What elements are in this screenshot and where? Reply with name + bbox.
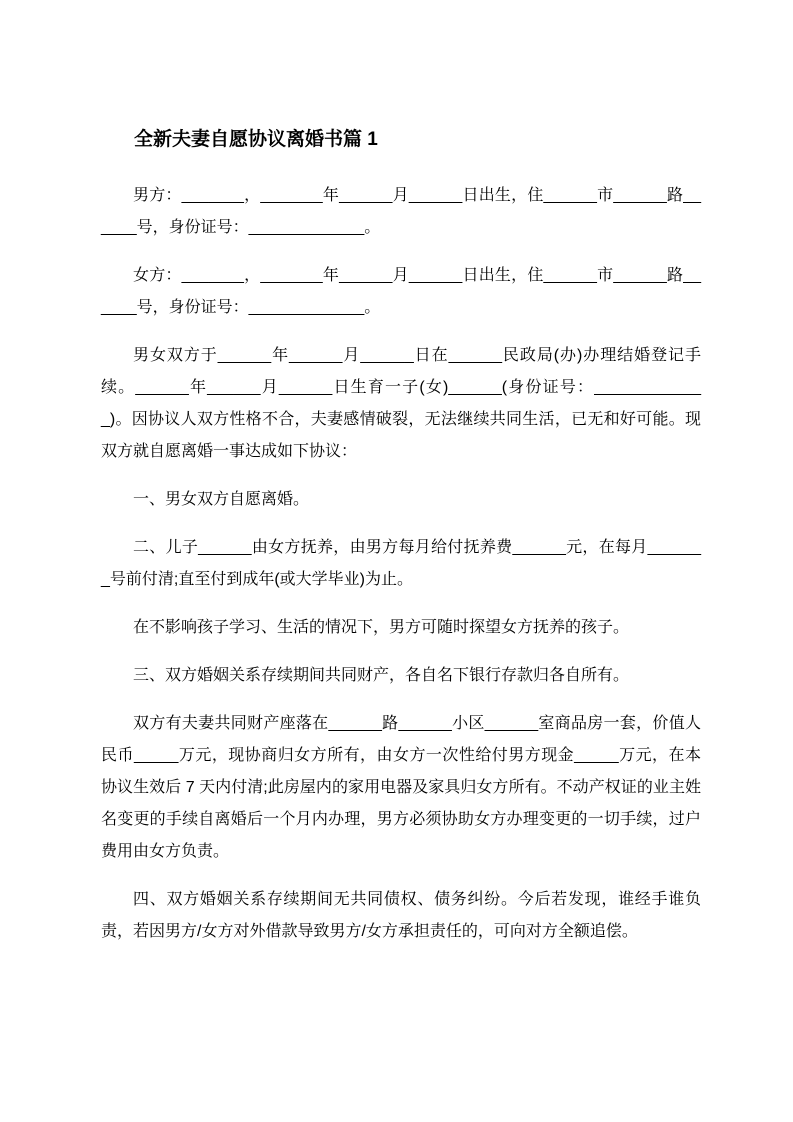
paragraph-visitation-rights: 在不影响孩子学习、生活的情况下，男方可随时探望女方抚养的孩子。 bbox=[133, 619, 630, 636]
clause-3-joint-property-bank-deposits: 三、双方婚姻关系存续期间共同财产，各自名下银行存款归各自所有。 bbox=[133, 667, 630, 684]
paragraph-male-party-info: 男方：_______，_______年______月______日出生，住______市______路______号，身份证号：_____________。 bbox=[101, 187, 701, 236]
clause-2-child-custody-support: 二、儿子______由女方抚养，由男方每月给付抚养费______元，在每月_______号前付清;直至付到成年(或大学毕业)为止。 bbox=[101, 539, 701, 588]
document-title: 全新夫妻自愿协议离婚书篇 1 bbox=[134, 129, 378, 150]
paragraph-female-party-info: 女方：_______，_______年______月______日出生，住______市______路______号，身份证号：_____________。 bbox=[101, 267, 701, 316]
clause-4-debts-and-claims: 四、双方婚姻关系存续期间无共同债权、债务纠纷。今后若发现，谁经手谁负责，若因男方/女方对外借款导致男方/女方承担责任的，可向对方全额追偿。 bbox=[101, 891, 701, 940]
paragraph-house-property-division: 双方有夫妻共同财产座落在______路______小区______室商品房一套，价值人民币_____万元，现协商归女方所有，由女方一次性给付男方现金_____万元，在本协议生效后 7 天内付清;此房屋内的家用电器及家具归女方所有。不动产权证的业主姓名变更的手续自离婚后一个月内办理，男方必须协助女方办理变更的一切手续，过户费用由女方负责。 bbox=[101, 715, 701, 860]
clause-1-voluntary-divorce: 一、男女双方自愿离婚。 bbox=[133, 491, 310, 508]
paragraph-marriage-registration-preamble: 男女双方于______年______月______日在______民政局(办)办理结婚登记手续。______年______月______日生育一子(女)______(身份证号：_____________)。因协议人双方性格不合，夫妻感情破裂，无法继续共同生活，已无和好可能。现双方就自愿离婚一事达成如下协议： bbox=[101, 347, 701, 460]
